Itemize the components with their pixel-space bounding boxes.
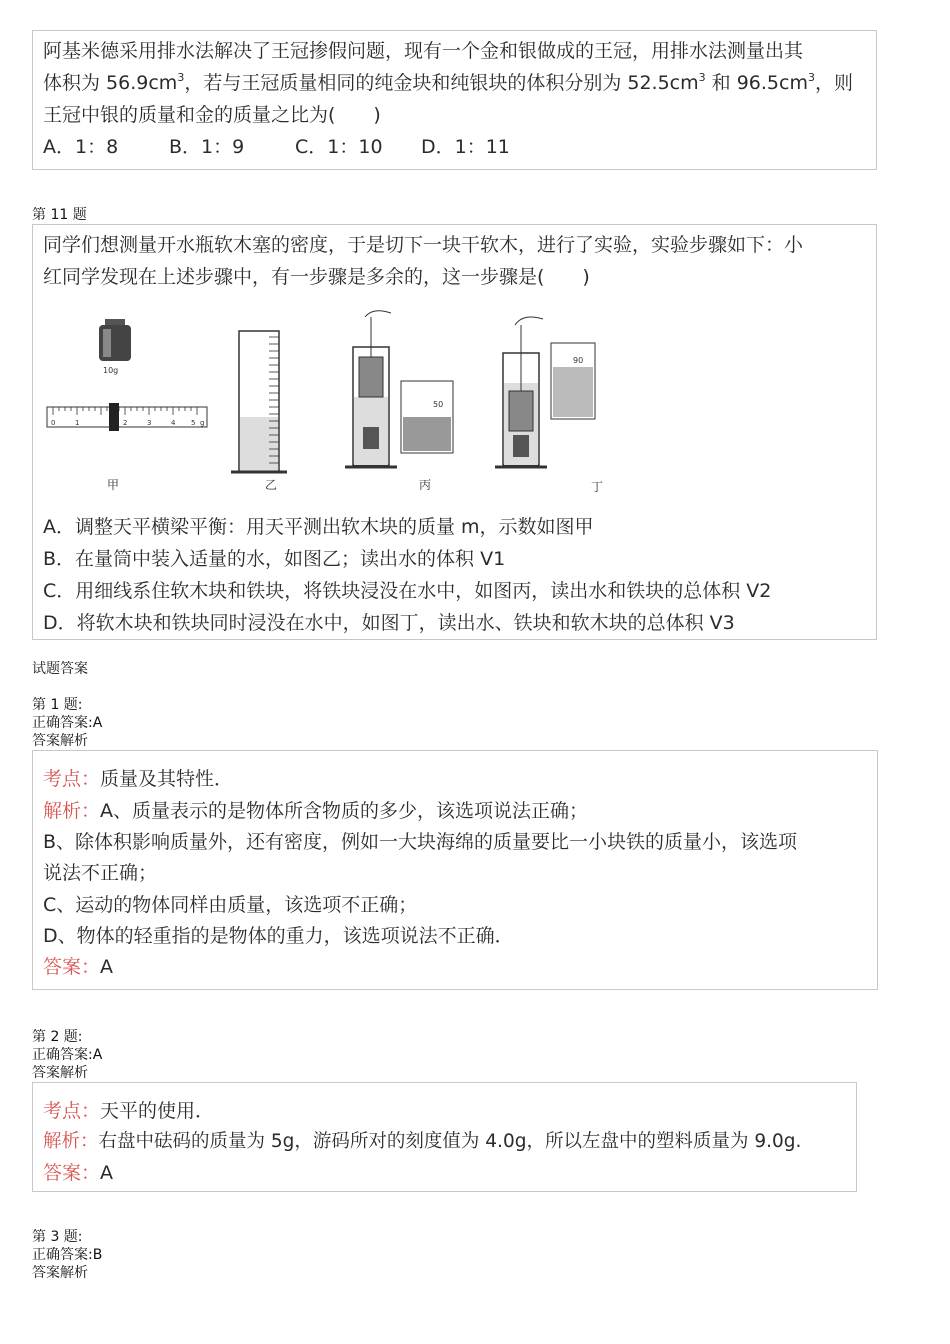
kaodian-text: 天平的使用． (100, 1100, 215, 1122)
q11-title: 第 11 题 (32, 207, 87, 223)
question-11-box (32, 224, 877, 640)
q10-line-1: 阿基米德采用排水法解决了王冠掺假问题，现有一个金和银做成的王冠，用排水法测量出其 (43, 40, 804, 62)
ruler-tick-4: 4 (171, 419, 176, 427)
answers-heading: 试题答案 (32, 661, 88, 677)
q10-text-c: 和 96.5cm (705, 72, 808, 94)
ruler-tick-2: 2 (123, 419, 128, 427)
answer-3-correct: 正确答案:B (32, 1247, 103, 1263)
jiexi-label: 解析： (43, 1131, 99, 1152)
answer-1-analysis-box (32, 750, 878, 990)
q10-sup-3: 3 (807, 71, 815, 84)
graduated-cylinder-icon (231, 331, 287, 492)
kaodian-label: 考点： (43, 1100, 101, 1122)
q11-option-c[interactable]: C．用细线系住软木块和铁块，将铁块浸没在水中，如图丙，读出水和铁块的总体积 V2 (43, 580, 772, 602)
q10-text-d: ，则 (814, 72, 853, 94)
answer-2-kaodian (43, 1099, 214, 1123)
q10-sup-1: 3 (177, 71, 185, 84)
kaodian-text: 质量及其特性． (100, 768, 234, 790)
answer-1-jiexi (43, 799, 588, 823)
figure-label-yi: 乙 (265, 478, 278, 492)
answer-1-title: 第 1 题: (32, 697, 83, 713)
figure-label-ding: 丁 (591, 480, 604, 494)
answer-3-analysis-label: 答案解析 (32, 1265, 88, 1281)
q10-option-a[interactable]: A．1：8 (43, 136, 119, 158)
q11-option-a[interactable]: A．调整天平横梁平衡：用天平测出软木块的质量 m，示数如图甲 (43, 516, 594, 538)
q11-experiment-figure (43, 307, 643, 507)
jiexi-line-5: D、物体的轻重指的是物体的重力，该选项说法不正确． (43, 925, 514, 947)
figure-label-jia: 甲 (107, 478, 120, 492)
q11-option-d[interactable]: D．将软木块和铁块同时浸没在水中，如图丁，读出水、铁块和软木块的总体积 V3 (43, 612, 735, 634)
question-10-box (32, 30, 877, 170)
figure-label-bing: 丙 (419, 478, 432, 492)
ruler-icon (47, 403, 207, 492)
beaker-c-label: 50 (433, 400, 444, 409)
answer-2-title: 第 2 题: (32, 1029, 83, 1045)
ruler-tick-unit: g (200, 419, 205, 427)
answer-1-correct: 正确答案:A (32, 715, 103, 731)
q10-line-2 (43, 71, 853, 95)
q10-options (43, 135, 510, 159)
answer-2-analysis-box (32, 1082, 857, 1192)
answer-2-analysis-label: 答案解析 (32, 1065, 88, 1081)
beaker-d-label: 90 (573, 356, 584, 365)
answer-1-kaodian (43, 767, 233, 791)
jiexi-line-2: B、除体积影响质量外，还有密度，例如一大块海绵的质量要比一小块铁的质量小，该选项 (43, 831, 798, 853)
q10-sup-2: 3 (698, 71, 706, 84)
q10-option-d[interactable]: D．1：11 (421, 136, 510, 158)
q11-option-b[interactable]: B．在量筒中装入适量的水，如图乙；读出水的体积 V1 (43, 548, 506, 570)
ruler-tick-0: 0 (51, 419, 56, 427)
answer-2-jiexi (43, 1130, 801, 1154)
jiexi-line-4: C、运动的物体同样由质量，该选项不正确； (43, 894, 418, 916)
jiexi-label: 解析： (43, 800, 101, 822)
daan-label: 答案： (43, 956, 101, 978)
weight-icon (99, 319, 131, 375)
q10-text-b: ，若与王冠质量相同的纯金块和纯银块的体积分别为 52.5cm (184, 72, 699, 94)
jiexi-line-1: 右盘中砝码的质量为 5g，游码所对的刻度值为 4.0g，所以左盘中的塑料质量为 9.0g. (98, 1131, 802, 1152)
answer-2-daan (43, 1161, 113, 1185)
answer-1-daan (43, 955, 113, 979)
cylinder-cork-iron-icon (495, 317, 603, 494)
q10-text-a: 体积为 56.9cm (43, 72, 178, 94)
answer-2-correct: 正确答案:A (32, 1047, 103, 1063)
jiexi-line-1: A、质量表示的是物体所含物质的多少，该选项说法正确； (100, 800, 589, 822)
kaodian-label: 考点： (43, 768, 101, 790)
jiexi-line-3: 说法不正确； (43, 862, 158, 884)
q10-option-b[interactable]: B．1：9 (169, 136, 245, 158)
daan-value: A (100, 1162, 114, 1184)
ruler-tick-5: 5 (191, 419, 196, 427)
q10-line-3: 王冠中银的质量和金的质量之比为( ) (43, 104, 381, 126)
daan-value: A (100, 956, 114, 978)
q10-option-c[interactable]: C．1：10 (295, 136, 383, 158)
ruler-tick-3: 3 (147, 419, 152, 427)
q11-line-2: 红同学发现在上述步骤中，有一步骤是多余的，这一步骤是( ) (43, 266, 590, 288)
q11-line-1: 同学们想测量开水瓶软木塞的密度，于是切下一块干软木，进行了实验，实验步骤如下：小 (43, 234, 804, 256)
answer-1-analysis-label: 答案解析 (32, 733, 88, 749)
answer-3-title: 第 3 题: (32, 1229, 83, 1245)
ruler-tick-1: 1 (75, 419, 80, 427)
daan-label: 答案： (43, 1162, 101, 1184)
cylinder-iron-icon (345, 311, 453, 492)
weight-label: 10g (103, 366, 119, 375)
